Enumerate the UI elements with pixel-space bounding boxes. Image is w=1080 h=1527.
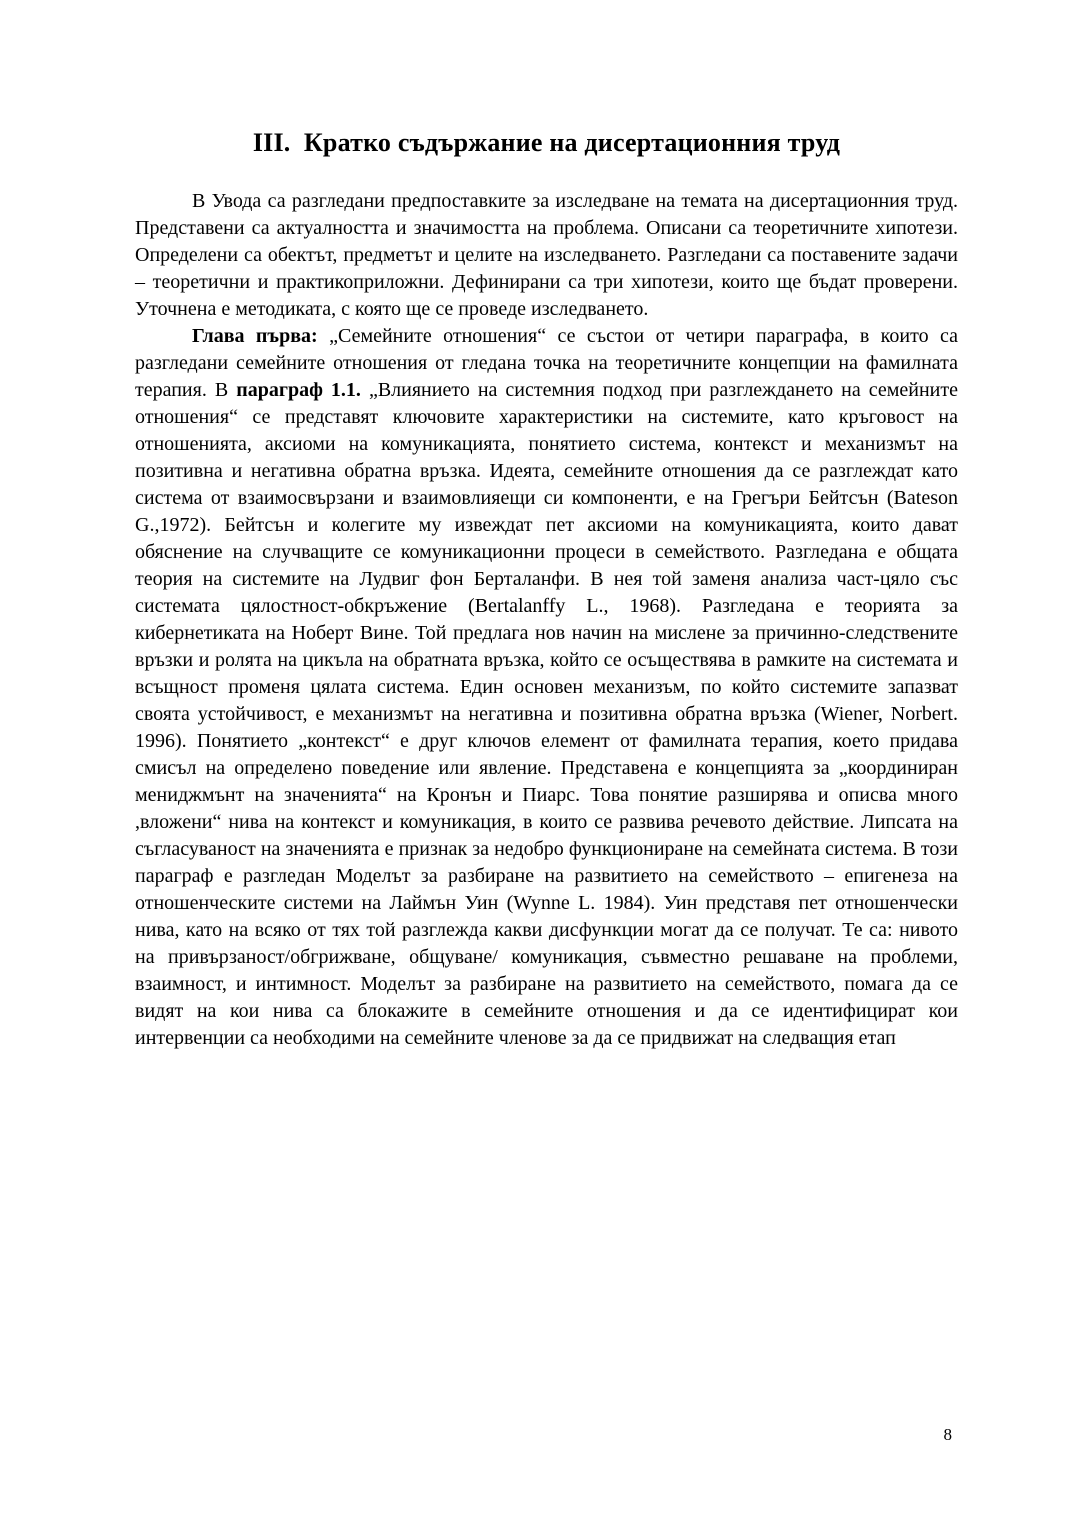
chapter-one-text-run-2: „Влиянието на системния подход при разглеждането на семейните отношения“ се представят ключовите характеристики на системите, като кръговост на отношенията, аксиоми на комуникацията, понятието система, контекст и механизмът на позитивна и негативна обратна връзка. Идеята, семейните отношения да се разглеждат като система от взаимосвързани и взаимовлияещи си компоненти, е на Грегъри Бейтсън (Bateson G.,1972). Бейтсън и колегите му извеждат пет аксиоми на комуникацията, които дават обяснение на случващите се комуникационни процеси в семейството. Разгледана е общата теория на системите на Лудвиг фон Берталанфи. В нея той заменя анализа част-цяло със системата цялостност-обкръжение (Bertalanffy L., 1968). Разгледана е теорията за кибернетиката на Ноберт Вине. Той предлага нов начин на мислене за причинно-следствените връзки и ролята на цикъла на обратната връзка, който се осъществява в рамките на системата и всъщност променя цялата система. Един основен механизъм, по който системите запазват своята устойчивост, е механизмът на негативна и позитивна обратна връзка (Wiener, Norbert. 1996). Понятието „контекст“ е друг ключов елемент от фамилната терапия, което придава смисъл на определено поведение или явление. Представена е концепцията за „координиран мениджмънт на значенията“ на Кронън и Пиарс. Това понятие разширява и описва много ,вложени“ нива на контекст и комуникация, в които се развива речевото действие. Липсата на съгласуваност на значенията е признак за недобро функциониране на семейната система. В този параграф е разгледан Моделът за разбиране на развитието на семейството – епигенеза на отношенческите системи на Лаймън Уин (Wynne L. 1984). Уин представя пет отношенчески нива, като на всяко от тях той разглежда какви дисфункции могат да се получат. Те са: нивото на привързаност/обгрижване, общуване/ комуникация, съвместно решаване на проблеми, взаимност, и интимност. Моделът за разбиране на развитието на семейството, помага да се видят на кои нива са блокажите в семейните отношения и да се идентифицират кои интервенции са необходими на семейните членове за да се придвижат на следващия етап	[135, 379, 958, 1049]
chapter-one-text-run-1: „Семейните отношения“ се състои от четири параграфа, в които са разгледани семейните отношения от гледана точка на теоретичните концепции на фамилната терапия. В	[135, 325, 958, 401]
page-number: 8	[943, 1425, 952, 1444]
intro-paragraph: В Увода са разгледани предпоставките за изследване на темата на дисертационния труд. Представени са актуалността и значимостта на проблема. Описани са теоретичните хипотези. Определени са обектът, предметът и целите на изследването. Разгледани са поставените задачи – теоретични и практикоприложни. Дефинирани са три хипотези, които ще бъдат проверени. Уточнена е методиката, с която ще се проведе изследването.	[135, 190, 958, 320]
page-title: III. Кратко съдържание на дисертационния труд	[252, 128, 841, 157]
document-body	[135, 188, 958, 1052]
paragraph-1-1-label: параграф 1.1.	[236, 379, 361, 401]
chapter-one-paragraph	[135, 323, 958, 1052]
chapter-one-label: Глава първа:	[192, 325, 318, 347]
